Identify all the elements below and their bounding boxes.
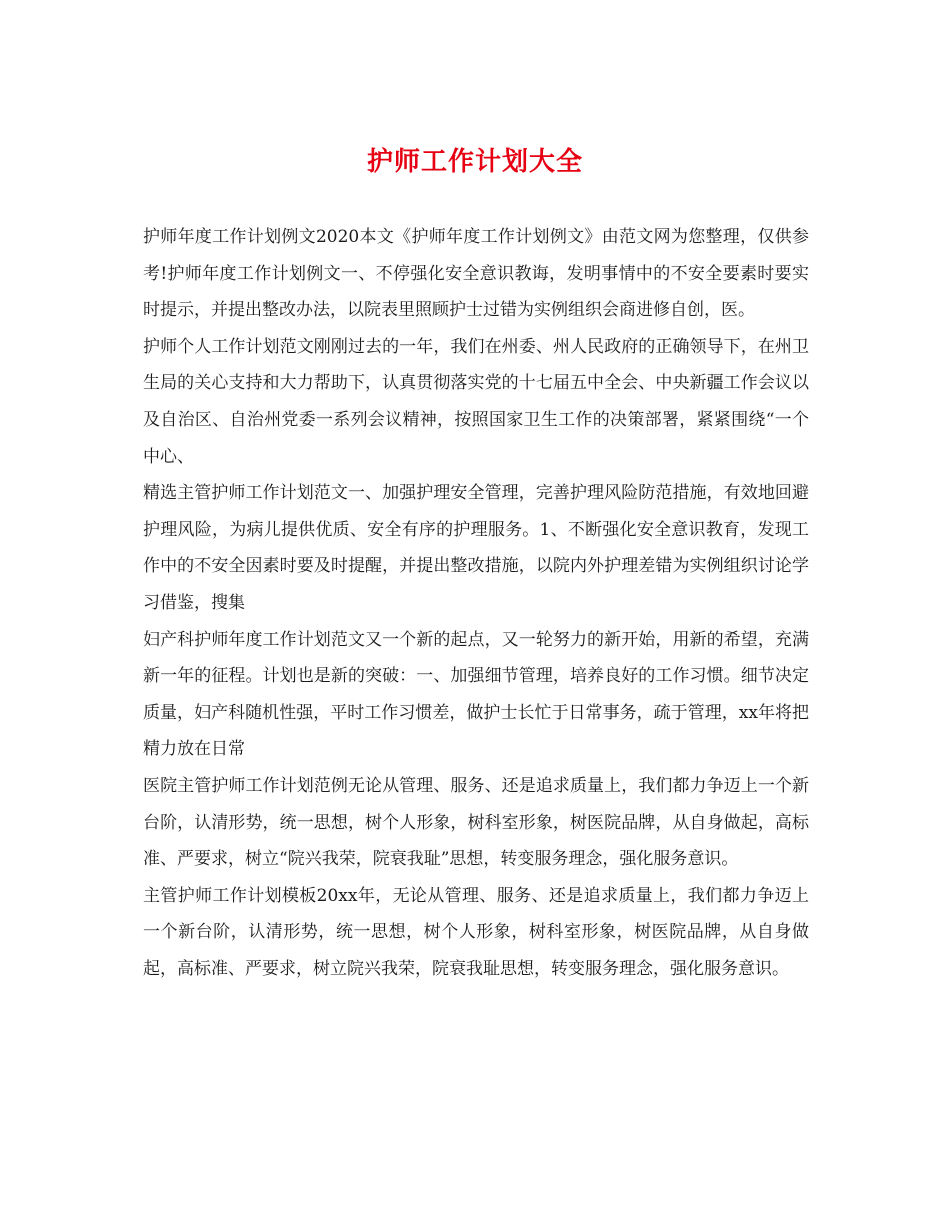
paragraph-5: 医院主管护师工作计划范例无论从管理、服务、还是追求质量上，我们都力争迈上一个新台阶，认清形势，统一思想，树个人形象，树科室形象，树医院品牌，从自身做起，高标准、严要求，树立“院兴我荣，院衰我耻”思想，转变服务理念，强化服务意识。: [143, 775, 809, 870]
paragraph-6: 主管护师工作计划模板20xx年，无论从管理、服务、还是追求质量上，我们都力争迈上一个新台阶，认清形势，统一思想，树个人形象，树科室形象，树医院品牌，从自身做起，高标准、严要求，树立院兴我荣，院衰我耻思想，转变服务理念，强化服务意识。: [143, 885, 809, 979]
document-title: 护师工作计划大全: [366, 147, 583, 177]
paragraph-4: 妇产科护师年度工作计划范文又一个新的起点，又一轮努力的新开始，用新的希望，充满新一年的征程。计划也是新的突破：一、加强细节管理，培养良好的工作习惯。细节决定质量，妇产科随机性强，平时工作习惯差，做护士长忙于日常事务，疏于管理，xx年将把精力放在日常: [143, 629, 809, 760]
paragraph-2: 护师个人工作计划范文刚刚过去的一年，我们在州委、州人民政府的正确领导下，在州卫生局的关心支持和大力帮助下，认真贯彻落实党的十七届五中全会、中央新疆工作会议以及自治区、自治州党委一系列会议精神，按照国家卫生工作的决策部署，紧紧围绕“一个中心、: [143, 336, 809, 467]
paragraph-1: 护师年度工作计划例文2020本文《护师年度工作计划例文》由范文网为您整理，仅供参考!护师年度工作计划例文一、不停强化安全意识教诲，发明事情中的不安全要素时要实时提示，并提出整改办法，以院表里照顾护士过错为实例组织会商进修自创，医。: [143, 227, 809, 321]
document-body: [143, 219, 809, 987]
paragraph-3: 精选主管护师工作计划范文一、加强护理安全管理，完善护理风险防范措施，有效地回避护理风险，为病儿提供优质、安全有序的护理服务。1、不断强化安全意识教育，发现工作中的不安全因素时要及时提醒，并提出整改措施，以院内外护理差错为实例组织讨论学习借鉴，搜集: [143, 483, 809, 613]
